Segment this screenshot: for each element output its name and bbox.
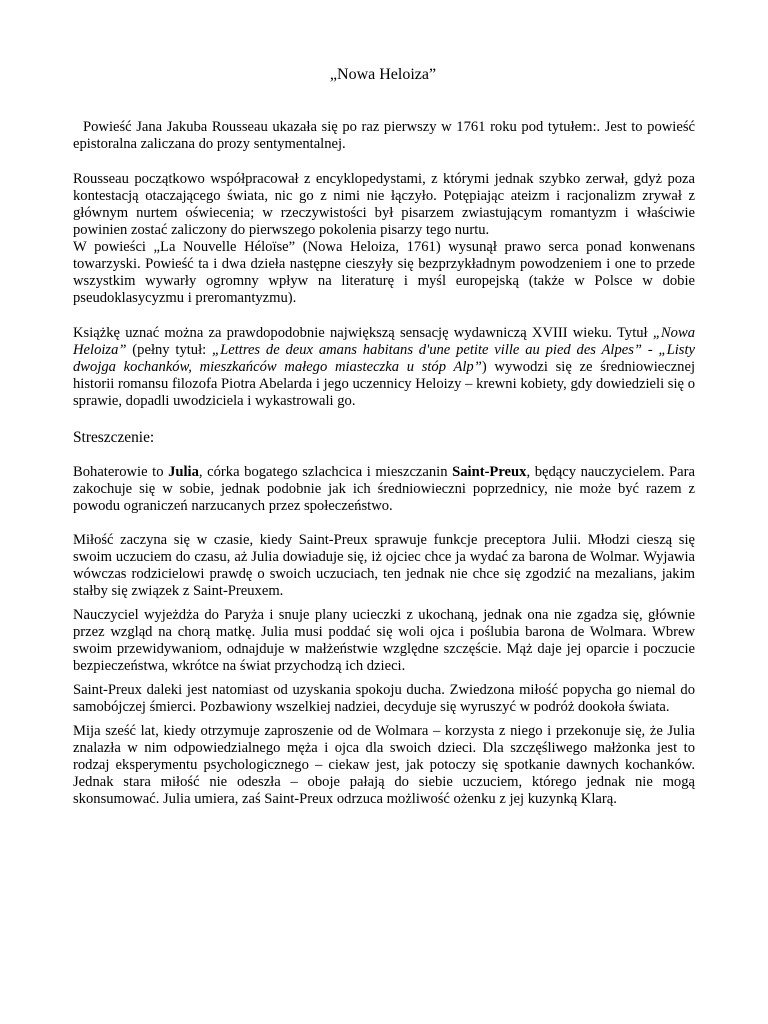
- text-span: , córka bogatego szlachcica i mieszczanin: [198, 464, 453, 480]
- paragraph-intro: Powieść Jana Jakuba Rousseau ukazała się po raz pierwszy w 1761 roku pod tytułem:. Jest to powieść epistoralna zaliczana do prozy sentymentalnej.: [73, 119, 695, 152]
- italic-full-title: „Lettres de deux amans habitans d'une petite ville au pied des Alpes” - „Listy dwojga kochanków, mieszkańców małego miasteczka u stóp Alp”: [73, 342, 695, 375]
- document-page: [73, 66, 695, 808]
- bold-saint-preux: Saint-Preux: [452, 464, 527, 480]
- text-span: , będący nauczycielem. Para zakochuje się w sobie, jednak podobnie jak ich średniowieczni poprzednicy, nie może być razem z powodu ograniczeń narzucanych przez społeczeństwo.: [73, 464, 695, 514]
- section-heading-summary: Streszczenie:: [73, 429, 155, 446]
- text-span: ) wywodzi się ze średniowiecznej historii romansu filozofa Piotra Abelarda i jego uczennicy Heloizy – krewni kobiety, gdy dowiedzieli się o sprawie, dopadli uwodziciela i wykastrowali go.: [73, 359, 696, 409]
- text-span: Książkę uznać można za prawdopodobnie największą sensację wydawniczą XVIII wieku. Tytuł: [73, 325, 653, 341]
- paragraph-journey: Saint-Preux daleki jest natomiast od uzyskania spokoju ducha. Zwiedzona miłość popycha go niemal do samobójczej śmierci. Pozbawiony wszelkiej nadziei, decyduje się wyruszyć w podróż dookoła świata.: [73, 682, 695, 715]
- paragraph-nouvelle-heloise: W powieści „La Nouvelle Héloïse” (Nowa Heloiza, 1761) wysunął prawo serca ponad konwenans towarzyski. Powieść ta i dwa dzieła następne cieszyły się bezprzykładnym powodzeniem i one to przede wszystkim wywarły ogromny wpływ na literaturę i myśl europejską (także w Polsce w dobie pseudoklasycyzmu i preromantyzmu).: [73, 239, 695, 306]
- paragraph-sensation: [73, 325, 695, 410]
- italic-title: „Nowa Heloiza”: [73, 325, 695, 358]
- text-span: (pełny tytuł:: [126, 342, 212, 358]
- paragraph-encyclopedists: Rousseau początkowo współpracował z encyklopedystami, z którymi jednak szybko zerwał, gdyż poza kontestacją otaczającego świata, nic go z nimi nie łączyło. Potępiając ateizm i racjonalizm zrywał z głównym nurtem oświecenia; w rzeczywistości był pisarzem zwiastującym romantyzm i właściwie powinien zostać zaliczony do pierwszego pokolenia pisarzy tego nurtu.: [73, 171, 695, 238]
- bold-julia: Julia: [168, 464, 199, 480]
- paragraph-paris: Nauczyciel wyjeżdża do Paryża i snuje plany ucieczki z ukochaną, jednak ona nie zgadza się, głównie przez wzgląd na chorą matkę. Julia musi poddać się woli ojca i poślubia barona de Wolmara. Wbrew swoim przewidywaniom, odnajduje w małżeństwie względne szczęście. Mąż daje jej oparcie i poczucie bezpieczeństwa, wkrótce na świat przychodzą ich dzieci.: [73, 607, 695, 674]
- paragraph-ending: Mija sześć lat, kiedy otrzymuje zaproszenie od de Wolmara – korzysta z niego i przekonuje się, że Julia znalazła w nim odpowiedzialnego męża i ojca dla swoich dzieci. Dla szczęśliwego małżonka jest to rodzaj eksperymentu psychologicznego – ciekaw jest, jak potoczy się spotkanie dawnych kochanków. Jednak stara miłość nie odeszła – oboje pałają do siebie uczuciem, którego jednak nie mogą skonsumować. Julia umiera, zaś Saint-Preux odrzuca możliwość ożenku z jej kuzynką Klarą.: [73, 723, 695, 807]
- text-span: Bohaterowie to: [73, 464, 169, 480]
- paragraph-heroes: [73, 464, 695, 515]
- document-title: „Nowa Heloiza”: [329, 66, 437, 83]
- paragraph-love-begins: Miłość zaczyna się w czasie, kiedy Saint-Preux sprawuje funkcje preceptora Julii. Młodzi cieszą się swoim uczuciem do czasu, aż Julia dowiaduje się, iż ojciec chce ja wydać za barona de Wolmar. Wyjawia wówczas rodzicielowi prawdę o swoich uczuciach, ten jednak nie chce się zgodzić na mezalians, jakim stałby się związek z Saint-Preuxem.: [73, 532, 695, 599]
